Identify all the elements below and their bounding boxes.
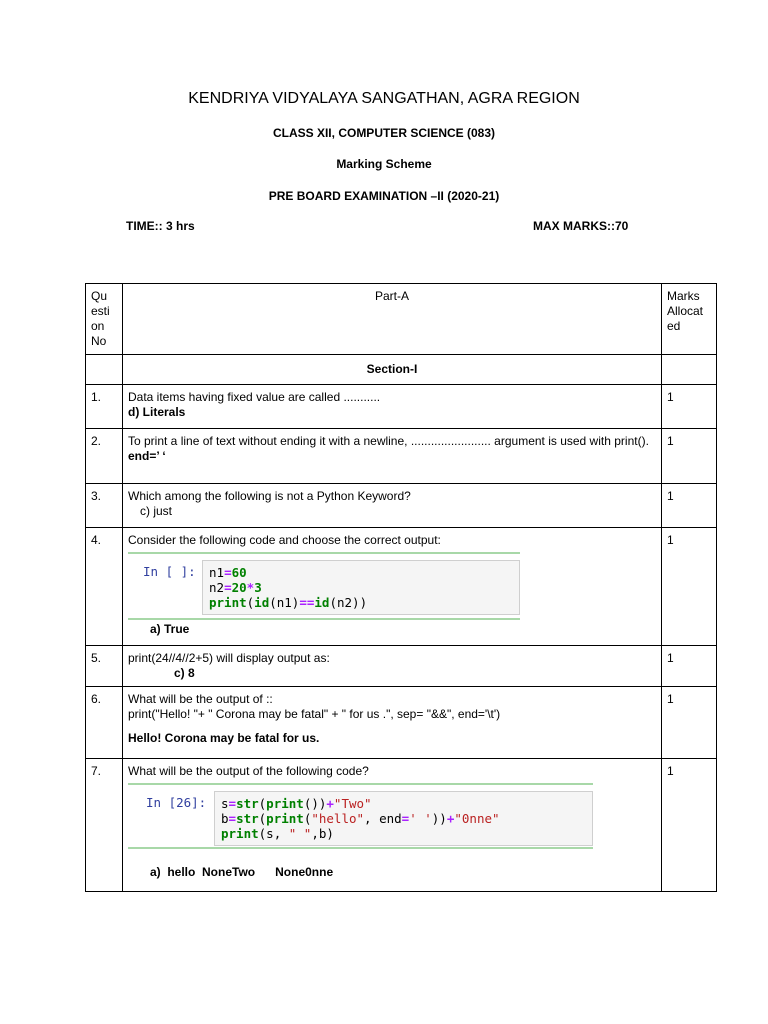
table-row <box>86 759 717 892</box>
q-answer: c) 8 <box>174 666 195 680</box>
q-text: What will be the output of :: <box>128 692 273 706</box>
q-text: Which among the following is not a Python Keyword? <box>128 489 411 503</box>
q-marks: 1 <box>662 385 717 429</box>
marking-table <box>85 283 717 892</box>
q-answer: c) just <box>140 504 173 518</box>
q-number: 3. <box>86 484 123 528</box>
exam-title: PRE BOARD EXAMINATION –II (2020-21) <box>268 189 500 203</box>
q-number: 2. <box>86 429 123 484</box>
table-row <box>86 646 717 687</box>
q-text: To print a line of text without ending it with a newline, ........................ argument is used with print(). <box>128 434 649 448</box>
q-text: Consider the following code and choose the correct output: <box>128 533 441 547</box>
q-answer: end=’ ‘ <box>128 449 166 463</box>
header-question-no: Qu esti on No <box>86 284 123 355</box>
header-part: Part-A <box>123 284 662 355</box>
class-line: CLASS XII, COMPUTER SCIENCE (083) <box>272 126 496 140</box>
section-row <box>86 355 717 385</box>
time-label: TIME:: 3 hrs <box>126 219 195 233</box>
table-row <box>86 429 717 484</box>
document-title: KENDRIYA VIDYALAYA SANGATHAN, AGRA REGION <box>188 90 580 107</box>
q-number: 5. <box>86 646 123 687</box>
q-text: Data items having fixed value are called ........... <box>128 390 381 404</box>
q-number: 4. <box>86 528 123 646</box>
section-label: Section-I <box>123 355 662 385</box>
q-answer: d) Literals <box>128 405 186 419</box>
q-marks: 1 <box>662 429 717 484</box>
q-marks: 1 <box>662 528 717 646</box>
max-marks-label: MAX MARKS::70 <box>533 219 629 233</box>
q-marks: 1 <box>662 484 717 528</box>
q-number: 7. <box>86 759 123 892</box>
header-marks: Marks Allocat ed <box>662 284 717 355</box>
code-prompt: In [ ]: <box>143 564 196 579</box>
code-cell: n1=60 n2=20*3 print(id(n1)==id(n2)) <box>202 560 520 615</box>
table-row <box>86 528 717 646</box>
q-answer: a) True <box>150 622 190 636</box>
q-marks: 1 <box>662 687 717 759</box>
scheme-title: Marking Scheme <box>336 157 432 171</box>
q-marks: 1 <box>662 646 717 687</box>
q-number: 6. <box>86 687 123 759</box>
q-marks: 1 <box>662 759 717 892</box>
q-code-line: print("Hello! "+ " Corona may be fatal" + " for us .", sep= "&&", end='\t') <box>128 707 501 721</box>
table-row <box>86 385 717 429</box>
q-text: print(24//4//2+5) will display output as: <box>128 651 330 665</box>
q-answer: a) hello NoneTwo None0nne <box>150 865 334 879</box>
q-number: 1. <box>86 385 123 429</box>
q-answer: Hello! Corona may be fatal for us. <box>128 731 320 745</box>
q-text: What will be the output of the following code? <box>128 764 369 778</box>
code-cell: s=str(print())+"Two" b=str(print("hello", end=' '))+"0nne" print(s, " ",b) <box>214 791 593 846</box>
code-snippet <box>128 552 520 620</box>
table-header-row <box>86 284 717 355</box>
code-prompt: In [26]: <box>146 795 207 810</box>
table-row <box>86 687 717 759</box>
code-snippet <box>128 783 593 849</box>
table-row <box>86 484 717 528</box>
